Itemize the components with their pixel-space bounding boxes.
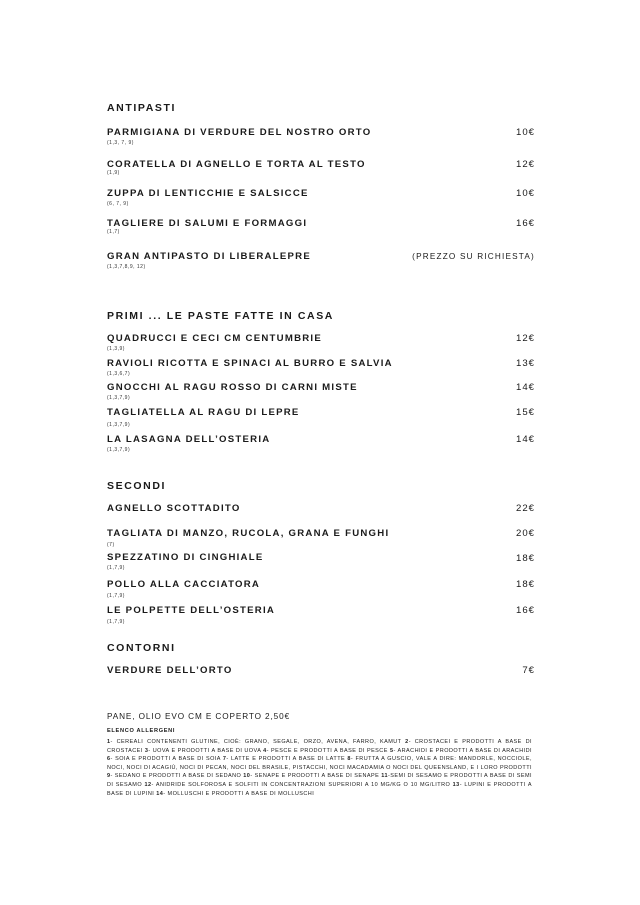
item-price: 16€: [515, 218, 535, 229]
menu-item: [107, 127, 535, 146]
item-allergens: (6, 7, 9): [107, 201, 129, 207]
item-allergens: (1,3,7,9): [107, 447, 131, 453]
item-allergens: (7): [107, 542, 115, 548]
menu-item: [107, 528, 535, 548]
menu-item: [107, 579, 535, 599]
item-price: 10€: [515, 127, 535, 138]
item-name: AGNELLO SCOTTADITO: [107, 503, 241, 514]
item-allergens: (1,3,6,7): [107, 371, 131, 377]
menu-item: [107, 188, 535, 207]
item-price: 18€: [515, 579, 535, 590]
item-name: GNOCCHI AL RAGU ROSSO DI CARNI MISTE: [107, 382, 358, 393]
item-price: 22€: [515, 503, 535, 514]
item-price: 10€: [515, 188, 535, 199]
section-title-contorni: CONTORNI: [107, 642, 176, 654]
menu-item: [107, 251, 535, 270]
item-name: TAGLIATA DI MANZO, RUCOLA, GRANA E FUNGHI: [107, 528, 390, 539]
menu-item: [107, 358, 535, 377]
item-allergens: (1,7,9): [107, 619, 125, 625]
menu-item: [107, 605, 535, 625]
item-name: LA LASAGNA DELL’OSTERIA: [107, 434, 271, 445]
item-allergens: (1,3,7,8,9, 12): [107, 264, 146, 270]
cover-charge-note: PANE, OLIO EVO CM E COPERTO 2,50€: [107, 712, 291, 721]
item-name: TAGLIERE DI SALUMI E FORMAGGI: [107, 218, 308, 229]
item-allergens: (1,3,7,9): [107, 422, 131, 428]
item-price: 12€: [515, 333, 535, 344]
item-allergens: (1,3,9): [107, 346, 125, 352]
menu-item: [107, 665, 535, 677]
item-price: 15€: [515, 407, 535, 418]
menu-item: [107, 407, 535, 428]
item-allergens: (1,3,7,9): [107, 395, 131, 401]
item-name: LE POLPETTE DELL’OSTERIA: [107, 605, 276, 616]
item-price: (PREZZO SU RICHIESTA): [412, 252, 535, 261]
item-name: POLLO ALLA CACCIATORA: [107, 579, 261, 590]
item-price: 14€: [515, 382, 535, 393]
allergen-list-title: ELENCO ALLERGENI: [107, 728, 176, 734]
item-price: 20€: [515, 528, 535, 539]
item-name: PARMIGIANA DI VERDURE DEL NOSTRO ORTO: [107, 127, 372, 138]
item-name: GRAN ANTIPASTO DI LIBERALEPRE: [107, 251, 311, 262]
menu-item: [107, 382, 535, 401]
section-title-primi: PRIMI ... LE PASTE FATTE IN CASA: [107, 310, 334, 322]
item-price: 18€: [515, 553, 535, 564]
item-price: 7€: [522, 665, 535, 676]
item-price: 12€: [515, 159, 535, 170]
section-title-secondi: SECONDI: [107, 480, 167, 492]
menu-item: [107, 218, 535, 235]
item-name: SPEZZATINO DI CINGHIALE: [107, 552, 264, 563]
item-allergens: (1,7): [107, 229, 120, 235]
menu-item: [107, 333, 535, 352]
item-name: CORATELLA DI AGNELLO E TORTA AL TESTO: [107, 159, 366, 170]
item-price: 16€: [515, 605, 535, 616]
menu-item: [107, 503, 535, 515]
section-title-antipasti: ANTIPASTI: [107, 102, 177, 114]
allergen-list: 1- CEREALI CONTENENTI GLUTINE, CIOÈ: GRANO, SEGALE, ORZO, AVENA, FARRO, KAMUT 2- CROSTACEI E PRODOTTI A BASE DI CROSTACEI 3- UOVA E PRODOTTI A BASE DI UOVA 4- PESCE E PRODOTTI A BASE DI PESCE 5- ARACHIDI E PRODOTTI A BASE DI ARACHIDI 6- SOIA E PRODOTTI A BASE DI SOIA 7- LATTE E PRODOTTI A BASE DI LATTE 8- FRUTTA A GUSCIO, VALE A DIRE: MANDORLE, NOCCIOLE, NOCI, NOCI DI ACAGIÙ, NOCI DI PECAN, NOCI DEL BRASILE, PISTACCHI, NOCI MACADAMIA O NOCI DEL QUEENSLAND, E I LORO PRODOTTI 9- SEDANO E PRODOTTI A BASE DI SEDANO 10- SENAPE E PRODOTTI A BASE DI SENAPE 11-SEMI DI SESAMO E PRODOTTI A BASE DI SEMI DI SESAMO 12- ANIDRIDE SOLFOROSA E SOLFITI IN CONCENTRAZIONI SUPERIORI A 10 MG/KG O 10 MG/LITRO 13- LUPINI E PRODOTTI A BASE DI LUPINI 14- MOLLUSCHI E PRODOTTI A BASE DI MOLLUSCHI: [107, 739, 532, 797]
item-price: 13€: [515, 358, 535, 369]
item-name: VERDURE DELL’ORTO: [107, 665, 233, 676]
menu-item: [107, 434, 535, 453]
item-name: ZUPPA DI LENTICCHIE E SALSICCE: [107, 188, 309, 199]
item-price: 14€: [515, 434, 535, 445]
menu-item: [107, 552, 535, 571]
item-allergens: (1,9): [107, 170, 120, 176]
item-allergens: (1,3, 7, 9): [107, 140, 134, 146]
item-allergens: (1,7,9): [107, 593, 125, 599]
item-name: TAGLIATELLA AL RAGU DI LEPRE: [107, 407, 300, 418]
item-allergens: (1,7,9): [107, 565, 125, 571]
item-name: QUADRUCCI E CECI CM CENTUMBRIE: [107, 333, 322, 344]
menu-item: [107, 159, 535, 176]
item-name: RAVIOLI RICOTTA E SPINACI AL BURRO E SALVIA: [107, 358, 393, 369]
